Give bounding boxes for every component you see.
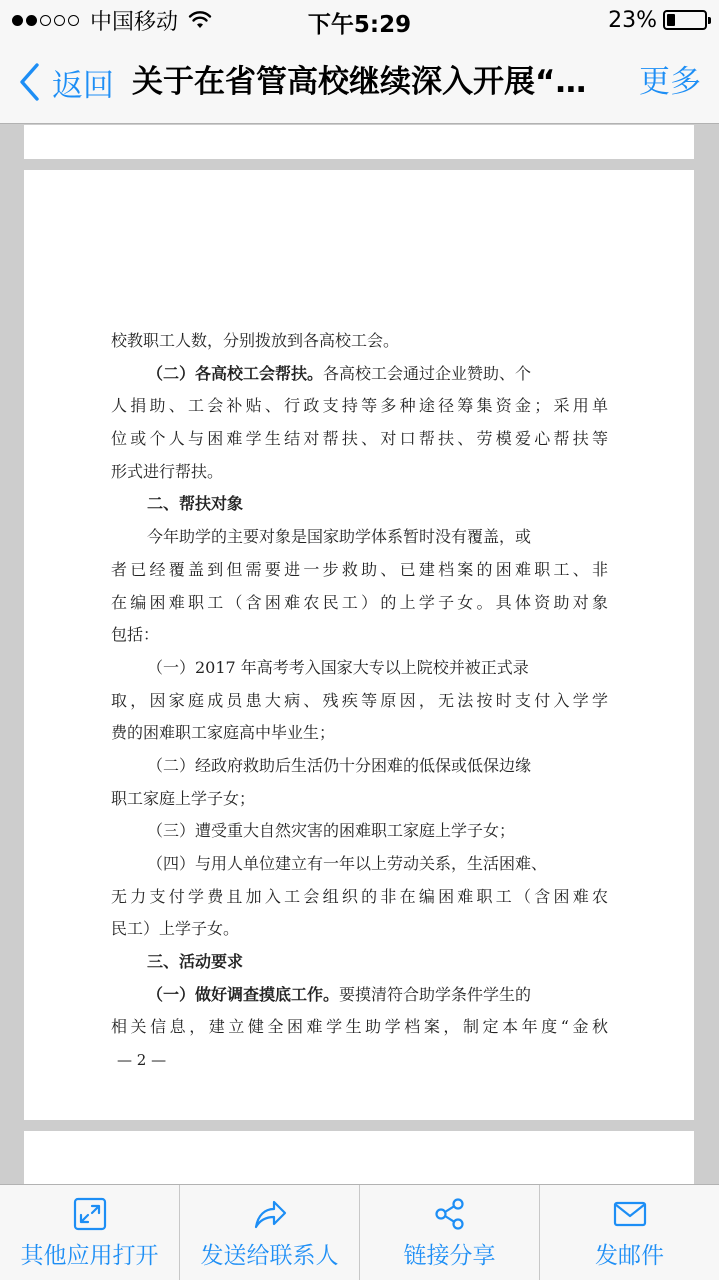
page-number: — 2 — bbox=[117, 1051, 167, 1070]
doc-line: （三）遭受重大自然灾害的困难职工家庭上学子女； bbox=[147, 821, 516, 841]
section-heading: 三、活动要求 bbox=[147, 952, 244, 972]
toolbar-label: 链接分享 bbox=[403, 1243, 496, 1269]
doc-line: 民工）上学子女。 bbox=[111, 919, 240, 939]
doc-line: 无力支付学费且加入工会组织的非在编困难职工（含困难农 bbox=[111, 886, 608, 906]
previous-page bbox=[24, 125, 694, 159]
page-title: 关于在省管高校继续深入开展“… bbox=[132, 64, 587, 100]
send-mail-button[interactable] bbox=[539, 1185, 719, 1280]
back-button[interactable] bbox=[18, 56, 114, 108]
section-heading: （二）各高校工会帮扶。 bbox=[147, 363, 324, 383]
toolbar-label: 发邮件 bbox=[595, 1243, 664, 1269]
doc-line: 包括： bbox=[111, 625, 160, 645]
doc-line: 人捐助、工会补贴、行政支持等多种途径筹集资金；采用单 bbox=[111, 396, 608, 416]
doc-line bbox=[111, 358, 608, 391]
toolbar-label: 发送给联系人 bbox=[200, 1243, 339, 1269]
battery-tip bbox=[708, 17, 711, 24]
navigation-bar bbox=[0, 40, 719, 124]
back-label: 返回 bbox=[52, 67, 114, 104]
battery-percent: 23% bbox=[608, 7, 657, 33]
send-to-contact-icon bbox=[252, 1197, 288, 1231]
battery-level bbox=[667, 14, 675, 26]
doc-line: 相关信息，建立健全困难学生助学档案，制定本年度“金秋 bbox=[111, 1017, 608, 1037]
document-text bbox=[111, 325, 608, 1077]
carrier-name: 中国移动 bbox=[90, 9, 179, 35]
section-heading: 二、帮扶对象 bbox=[147, 494, 244, 514]
section-heading: （一）做好调查摸底工作。 bbox=[147, 984, 340, 1004]
open-in-other-app-button[interactable] bbox=[0, 1185, 179, 1280]
doc-line: 校教职工人数，分别拨放到各高校工会。 bbox=[111, 331, 400, 350]
bottom-toolbar bbox=[0, 1184, 719, 1280]
doc-line: 今年助学的主要对象是国家助学体系暂时没有覆盖，或 bbox=[147, 527, 532, 547]
open-in-app-icon bbox=[72, 1197, 108, 1231]
battery-icon bbox=[663, 10, 707, 30]
current-page bbox=[24, 170, 694, 1120]
next-page bbox=[24, 1131, 694, 1184]
clock: 下午5:29 bbox=[307, 12, 412, 38]
share-link-button[interactable] bbox=[359, 1185, 539, 1280]
document-viewer[interactable] bbox=[0, 125, 719, 1184]
doc-line-text: 各高校工会通过企业赞助、个 bbox=[323, 363, 532, 383]
doc-line: 者已经覆盖到但需要进一步救助、已建档案的困难职工、非 bbox=[111, 559, 608, 579]
mail-icon bbox=[612, 1197, 648, 1231]
doc-line bbox=[111, 979, 608, 1012]
doc-line-text: 要摸清符合助学条件学生的 bbox=[339, 984, 532, 1004]
toolbar-label: 其他应用打开 bbox=[20, 1243, 159, 1269]
more-button[interactable]: 更多 bbox=[639, 64, 701, 100]
doc-line: （一）2017 年高考考入国家大专以上院校并被正式录 bbox=[147, 657, 529, 677]
doc-line: 位或个人与困难学生结对帮扶、对口帮扶、劳模爱心帮扶等 bbox=[111, 429, 608, 449]
doc-line: （二）经政府救助后生活仍十分困难的低保或低保边缘 bbox=[147, 755, 532, 775]
doc-line: 职工家庭上学子女； bbox=[111, 788, 256, 808]
status-bar bbox=[0, 0, 719, 40]
doc-line: 取，因家庭成员患大病、残疾等原因，无法按时支付入学学 bbox=[111, 690, 608, 710]
doc-line: 在编困难职工（含困难农民工）的上学子女。具体资助对象 bbox=[111, 592, 608, 612]
doc-line: （四）与用人单位建立有一年以上劳动关系，生活困难、 bbox=[147, 854, 548, 873]
chevron-left-icon bbox=[18, 62, 40, 102]
share-link-icon bbox=[432, 1197, 468, 1231]
doc-line: 费的困难职工家庭高中毕业生； bbox=[111, 723, 336, 743]
doc-line: 形式进行帮扶。 bbox=[111, 461, 224, 481]
send-to-contact-button[interactable] bbox=[179, 1185, 359, 1280]
status-right bbox=[608, 6, 707, 34]
